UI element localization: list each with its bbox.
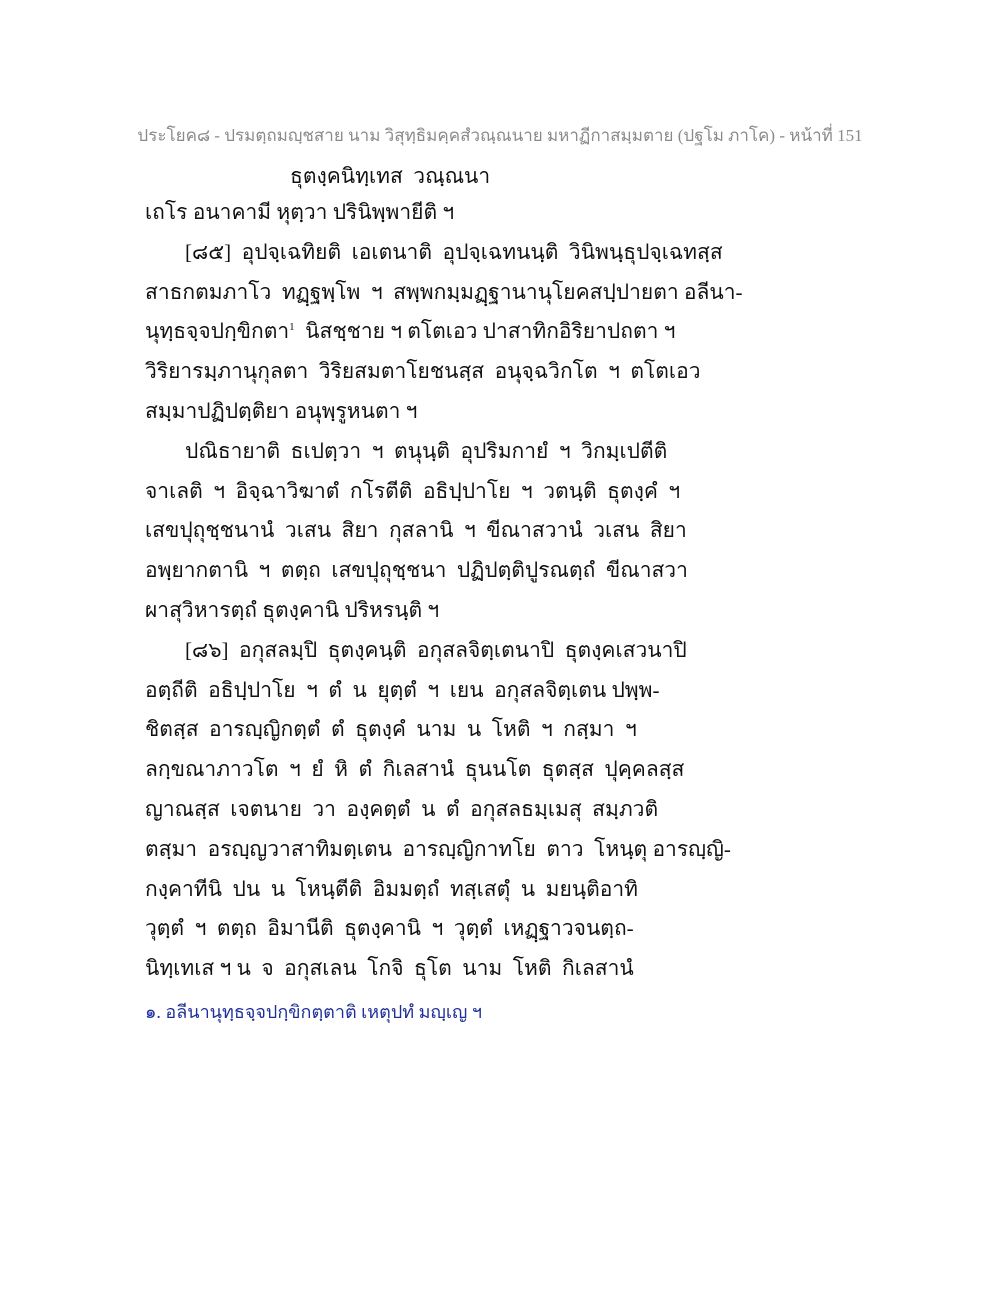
body-line: ผาสุวิหารตฺถํ ธุตงฺคานิ ปริหรนฺติ ฯ [145, 597, 440, 622]
body-line: อพฺยากตานิ ฯ ตตฺถ เสขปุถุชฺชนา ปฏิปตฺติปูรณตฺถํ ขีณาสวา [145, 558, 688, 583]
footnote-marker: 1 [289, 321, 295, 334]
body-line-text: นิสชฺชาย ฯ ตโตเอว ปาสาทิกอิริยาปถตา ฯ [294, 319, 676, 344]
paragraph-start-line: [๘๕] อุปจฺเฉทิยติ เอเตนาติ อุปจฺเฉทนนฺติ วินิพนฺธุปจฺเฉทสฺส [185, 239, 723, 264]
body-line: จาเลติ ฯ อิจฺฉาวิฆาตํ กโรตีติ อธิปฺปาโย ฯ วตนฺติ ธุตงฺคํ ฯ [145, 478, 681, 503]
body-text [145, 193, 865, 989]
body-line: สมฺมาปฏิปตฺติยา อนุพฺรูหนตา ฯ [145, 398, 418, 423]
body-line: กงฺคาทีนิ ปน น โหนฺตีติ อิมมตฺถํ ทสฺเสตุํ น มยนฺติอาทิ [145, 876, 638, 901]
body-line: วิริยารมฺภานุกุลตา วิริยสมตาโยชนสฺส อนุจฺฉวิกโต ฯ ตโตเอว [145, 359, 701, 384]
body-line: นิทฺเทเส ฯ น จ อกุสเลน โกจิ ธุโต นาม โหติ กิเลสานํ [145, 956, 634, 981]
body-line: เถโร อนาคามี หุตฺวา ปรินิพฺพายีติ ฯ [145, 200, 455, 224]
body-line: อตฺถีติ อธิปฺปาโย ฯ ตํ น ยุตฺตํ ฯ เยน อกุสลจิตฺเตน ปพฺพ- [145, 677, 660, 702]
body-line: ตสฺมา อรญฺญวาสาทิมตฺเตน อารญฺญิกาทโย ตาว โหนฺตุ อารญฺญิ- [145, 836, 731, 861]
body-line-with-footnote [145, 312, 865, 352]
paragraph-start-line: [๘๖] อกุสลมฺปิ ธุตงฺคนฺติ อกุสลจิตฺเตนาปิ ธุตงฺคเสวนาปิ [185, 637, 687, 662]
body-line-text: นุทฺธจฺจปกฺขิกตา [145, 319, 290, 344]
footnote: ๑. อลีนานุทฺธจฺจปกฺขิกตฺตาติ เหตุปทํ มญฺเญ ฯ [145, 1002, 482, 1022]
body-line: ชิตสฺส อารญฺญิกตฺตํ ตํ ธุตงฺคํ นาม น โหติ ฯ กสฺมา ฯ [145, 717, 637, 742]
body-line: วุตฺตํ ฯ ตตฺถ อิมานีติ ธุตงฺคานิ ฯ วุตฺตํ เหฏฺฐาวจนตฺถ- [145, 916, 634, 941]
body-line: ลกฺขณาภาวโต ฯ ยํ หิ ตํ กิเลสานํ ธุนนโต ธุตสฺส ปุคฺคลสฺส [145, 757, 685, 782]
body-line: สาธกตมภาโว ทฏฺฐพฺโพ ฯ สพฺพกมฺมฏฺฐานานุโยคสปฺปายตา อลีนา- [145, 279, 743, 304]
paragraph-start-line: ปณิธายาติ ธเปตฺวา ฯ ตนุนฺติ อุปริมกายํ ฯ วิกมฺเปตีติ [185, 438, 668, 463]
body-line: ญาณสฺส เจตนาย วา องฺคตฺตํ น ตํ อกุสลธมฺเมสุ สมฺภวติ [145, 796, 659, 821]
body-line: เสขปุถุชฺชนานํ วเสน สิยา กุสลานิ ฯ ขีณาสวานํ วเสน สิยา [145, 518, 687, 543]
section-title: ธุตงฺคนิทฺเทส วณฺณนา [290, 164, 491, 188]
running-header: ประโยค๘ - ปรมตฺถมญฺชสาย นาม วิสุทฺธิมคฺคสํวณฺณนาย มหาฏีกาสมฺมตาย (ปฐโม ภาโค) - หน้าที่ 151 [137, 126, 863, 145]
